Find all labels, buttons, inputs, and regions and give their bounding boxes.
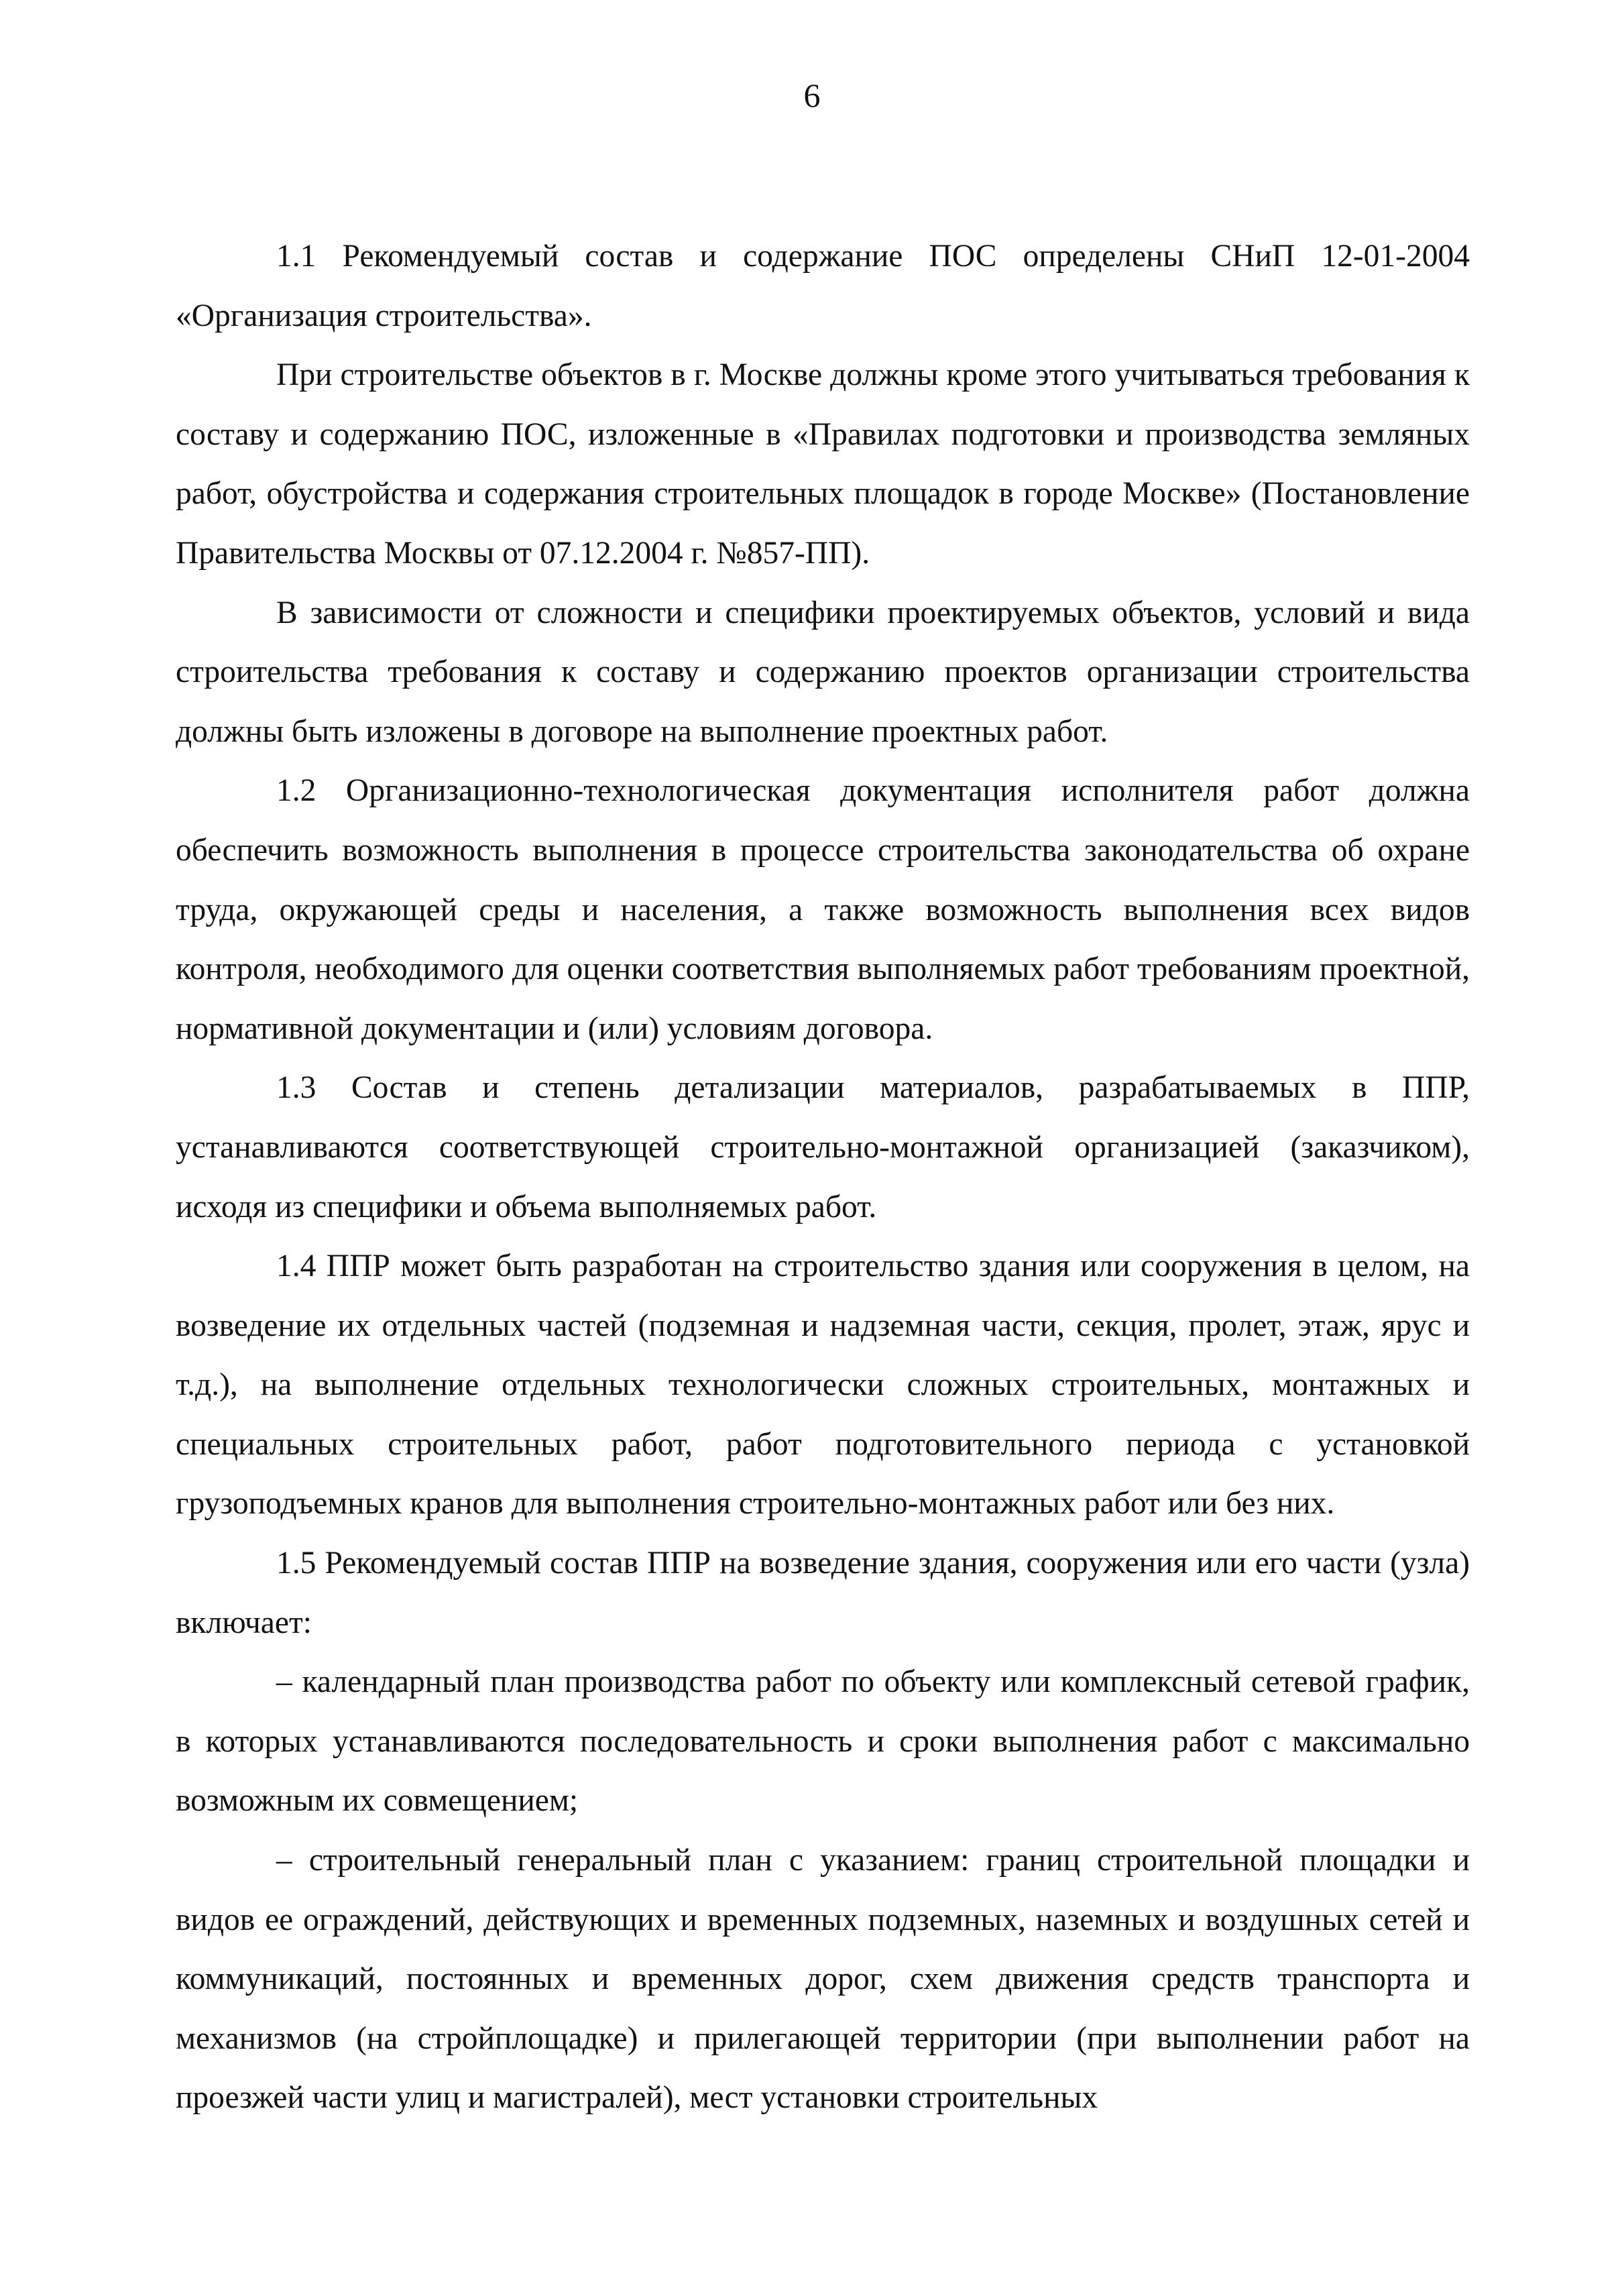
list-item-general-plan: – строительный генеральный план с указанием: границ строительной площадки и видов ее ограждений, действующих и временных подземных, наземных и воздушных сетей и коммуникаций, постоянных и временных дорог, схем движения средств транспорта и механизмов (на стройплощадке) и прилегающей территории (при выполнении работ на проезжей части улиц и магистралей), мест установки строительных	[176, 1843, 1470, 2116]
paragraph-1-4: 1.4 ППР может быть разработан на строительство здания или сооружения в целом, на возведение их отдельных частей (подземная и надземная части, секция, пролет, этаж, ярус и т.д.), на выполнение отдельных технологически сложных строительных, монтажных и специальных строительных работ, работ подготовительного периода с установкой грузоподъемных кранов для выполнения строительно-монтажных работ или без них.	[176, 1249, 1470, 1522]
document-body	[176, 227, 1470, 2128]
paragraph-moscow-requirements: При строительстве объектов в г. Москве должны кроме этого учитываться требования к составу и содержанию ПОС, изложенные в «Правилах подготовки и производства земляных работ, обустройства и содержания строительных площадок в городе Москве» (Постановление Правительства Москвы от 07.12.2004 г. №857-ПП).	[176, 357, 1470, 571]
paragraph-1-5: 1.5 Рекомендуемый состав ППР на возведение здания, сооружения или его части (узла) включает:	[176, 1546, 1470, 1640]
list-item-schedule: – календарный план производства работ по объекту или комплексный сетевой график, в которых устанавливаются последовательность и сроки выполнения работ с максимально возможным их совмещением;	[176, 1664, 1470, 1819]
paragraph-1-3: 1.3 Состав и степень детализации материалов, разрабатываемых в ППР, устанавливаются соответствующей строительно-монтажной организацией (заказчиком), исходя из специфики и объема выполняемых работ.	[176, 1070, 1470, 1224]
paragraph-1-2: 1.2 Организационно-технологическая документация исполнителя работ должна обеспечить возможность выполнения в процессе строительства законодательства об охране труда, окружающей среды и населения, а также возможность выполнения всех видов контроля, необходимого для оценки соответствия выполняемых работ требованиям проектной, нормативной документации и (или) условиям договора.	[176, 773, 1470, 1046]
paragraph-1-1: 1.1 Рекомендуемый состав и содержание ПОС определены СНиП 12-01-2004 «Организация строительства».	[176, 239, 1470, 333]
paragraph-contract-requirements: В зависимости от сложности и специфики проектируемых объектов, условий и вида строительства требования к составу и содержанию проектов организации строительства должны быть изложены в договоре на выполнение проектных работ.	[176, 595, 1470, 749]
page-number: 6	[803, 76, 821, 114]
